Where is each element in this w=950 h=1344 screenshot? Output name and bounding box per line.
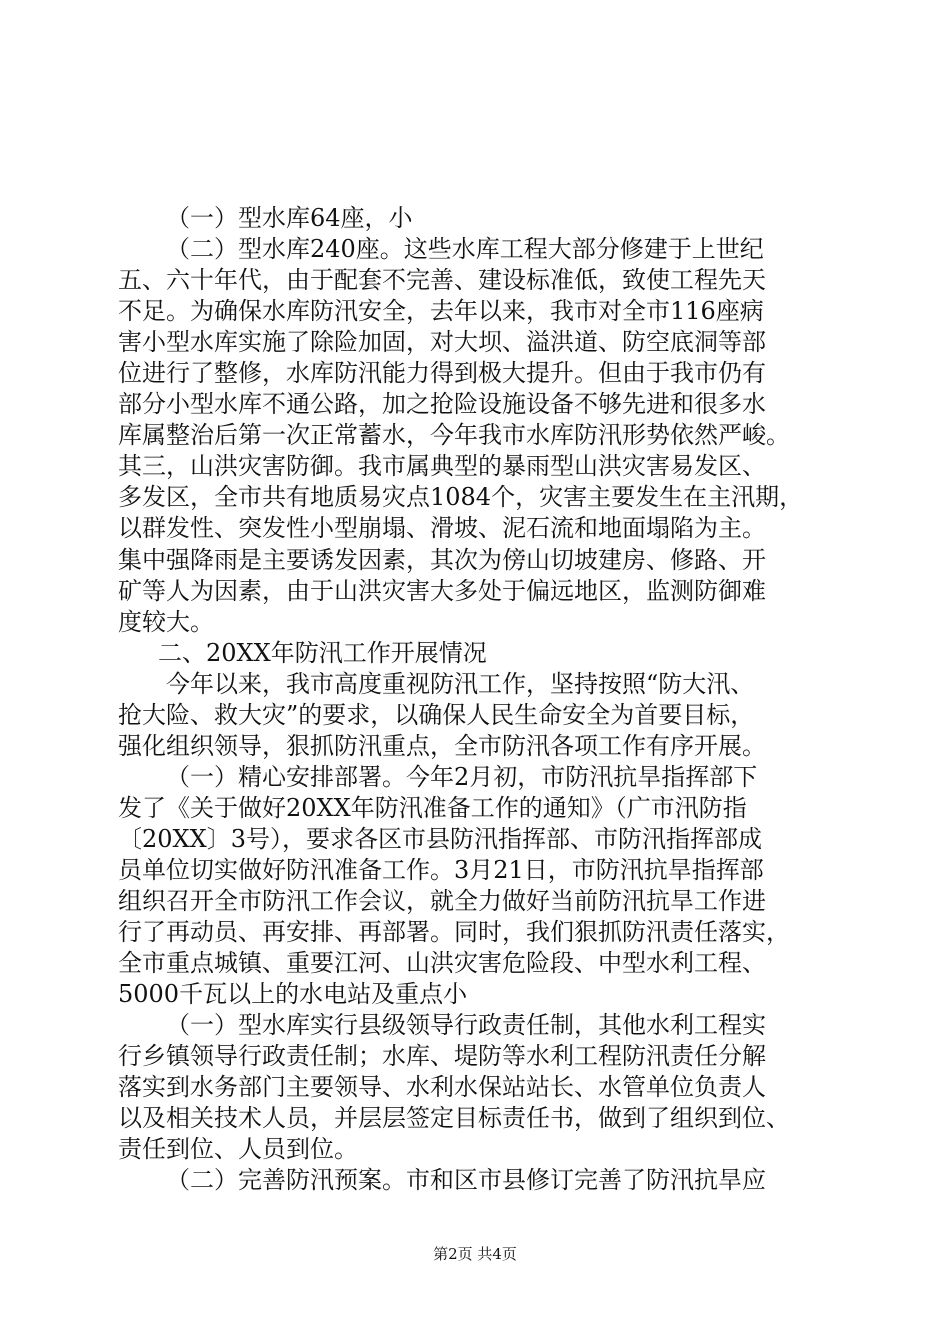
text-line: 度较大。 (118, 607, 214, 636)
text-line: 以群发性、突发性小型崩塌、滑坡、泥石流和地面塌陷为主。 (118, 514, 766, 543)
text-line: 发了《关于做好20XX年防汛准备工作的通知》（广市汛防指 (118, 793, 747, 822)
text-line: 行了再动员、再安排、再部署。同时，我们狠抓防汛责任落实， (118, 918, 790, 947)
text-line: 今年以来，我市高度重视防汛工作，坚持按照“防大汛、 (166, 669, 755, 698)
text-line: 行乡镇领导行政责任制；水库、堤防等水利工程防汛责任分解 (118, 1042, 766, 1071)
text-line: （一）精心安排部署。今年2月初，市防汛抗旱指挥部下 (166, 762, 758, 791)
text-line: 库属整治后第一次正常蓄水，今年我市水库防汛形势依然严峻。 (118, 421, 790, 450)
text-line: 五、六十年代，由于配套不完善、建设标准低，致使工程先天 (118, 266, 766, 295)
text-line: 位进行了整修，水库防汛能力得到极大提升。但由于我市仍有 (118, 359, 766, 388)
text-line: 全市重点城镇、重要江河、山洪灾害危险段、中型水利工程、 (118, 949, 766, 978)
text-line: 集中强降雨是主要诱发因素，其次为傍山切坡建房、修路、开 (118, 545, 766, 574)
text-line: （二）完善防汛预案。市和区市县修订完善了防汛抗旱应 (166, 1166, 766, 1195)
text-line: 责任到位、人员到位。 (118, 1135, 358, 1164)
text-line: （二）型水库240座。这些水库工程大部分修建于上世纪 (166, 235, 764, 264)
text-line: 〔20XX〕3号），要求各区市县防汛指挥部、市防汛指挥部成 (118, 824, 762, 853)
text-line: 强化组织领导，狠抓防汛重点，全市防汛各项工作有序开展。 (118, 731, 766, 760)
text-line: 二、20XX年防汛工作开展情况 (158, 638, 487, 667)
text-line: （一）型水库实行县级领导行政责任制，其他水利工程实 (166, 1011, 766, 1040)
text-line: 5000千瓦以上的水电站及重点小 (118, 980, 468, 1009)
text-line: （一）型水库64座，小 (166, 204, 413, 232)
body-text (118, 203, 838, 1197)
text-line: 部分小型水库不通公路，加之抢险设施设备不够先进和很多水 (118, 390, 766, 419)
text-line: 落实到水务部门主要领导、水利水保站站长、水管单位负责人 (118, 1073, 766, 1102)
page-number-label: 第2页 共4页 (433, 1245, 517, 1263)
text-line: 员单位切实做好防汛准备工作。3月21日，市防汛抗旱指挥部 (118, 855, 764, 884)
text-line: 矿等人为因素，由于山洪灾害大多处于偏远地区，监测防御难 (118, 576, 766, 605)
text-line: 其三，山洪灾害防御。我市属典型的暴雨型山洪灾害易发区、 (118, 452, 766, 481)
page-footer (0, 1244, 950, 1264)
text-line: 抢大险、救大灾”的要求，以确保人民生命安全为首要目标， (118, 700, 755, 729)
text-line: 害小型水库实施了除险加固，对大坝、溢洪道、防空底洞等部 (118, 328, 766, 357)
text-line: 多发区，全市共有地质易灾点1084个，灾害主要发生在主汛期， (118, 483, 804, 512)
text-line: 以及相关技术人员，并层层签定目标责任书，做到了组织到位、 (118, 1104, 790, 1133)
text-line: 不足。为确保水库防汛安全，去年以来，我市对全市116座病 (118, 297, 764, 326)
text-line: 组织召开全市防汛工作会议，就全力做好当前防汛抗旱工作进 (118, 887, 766, 916)
